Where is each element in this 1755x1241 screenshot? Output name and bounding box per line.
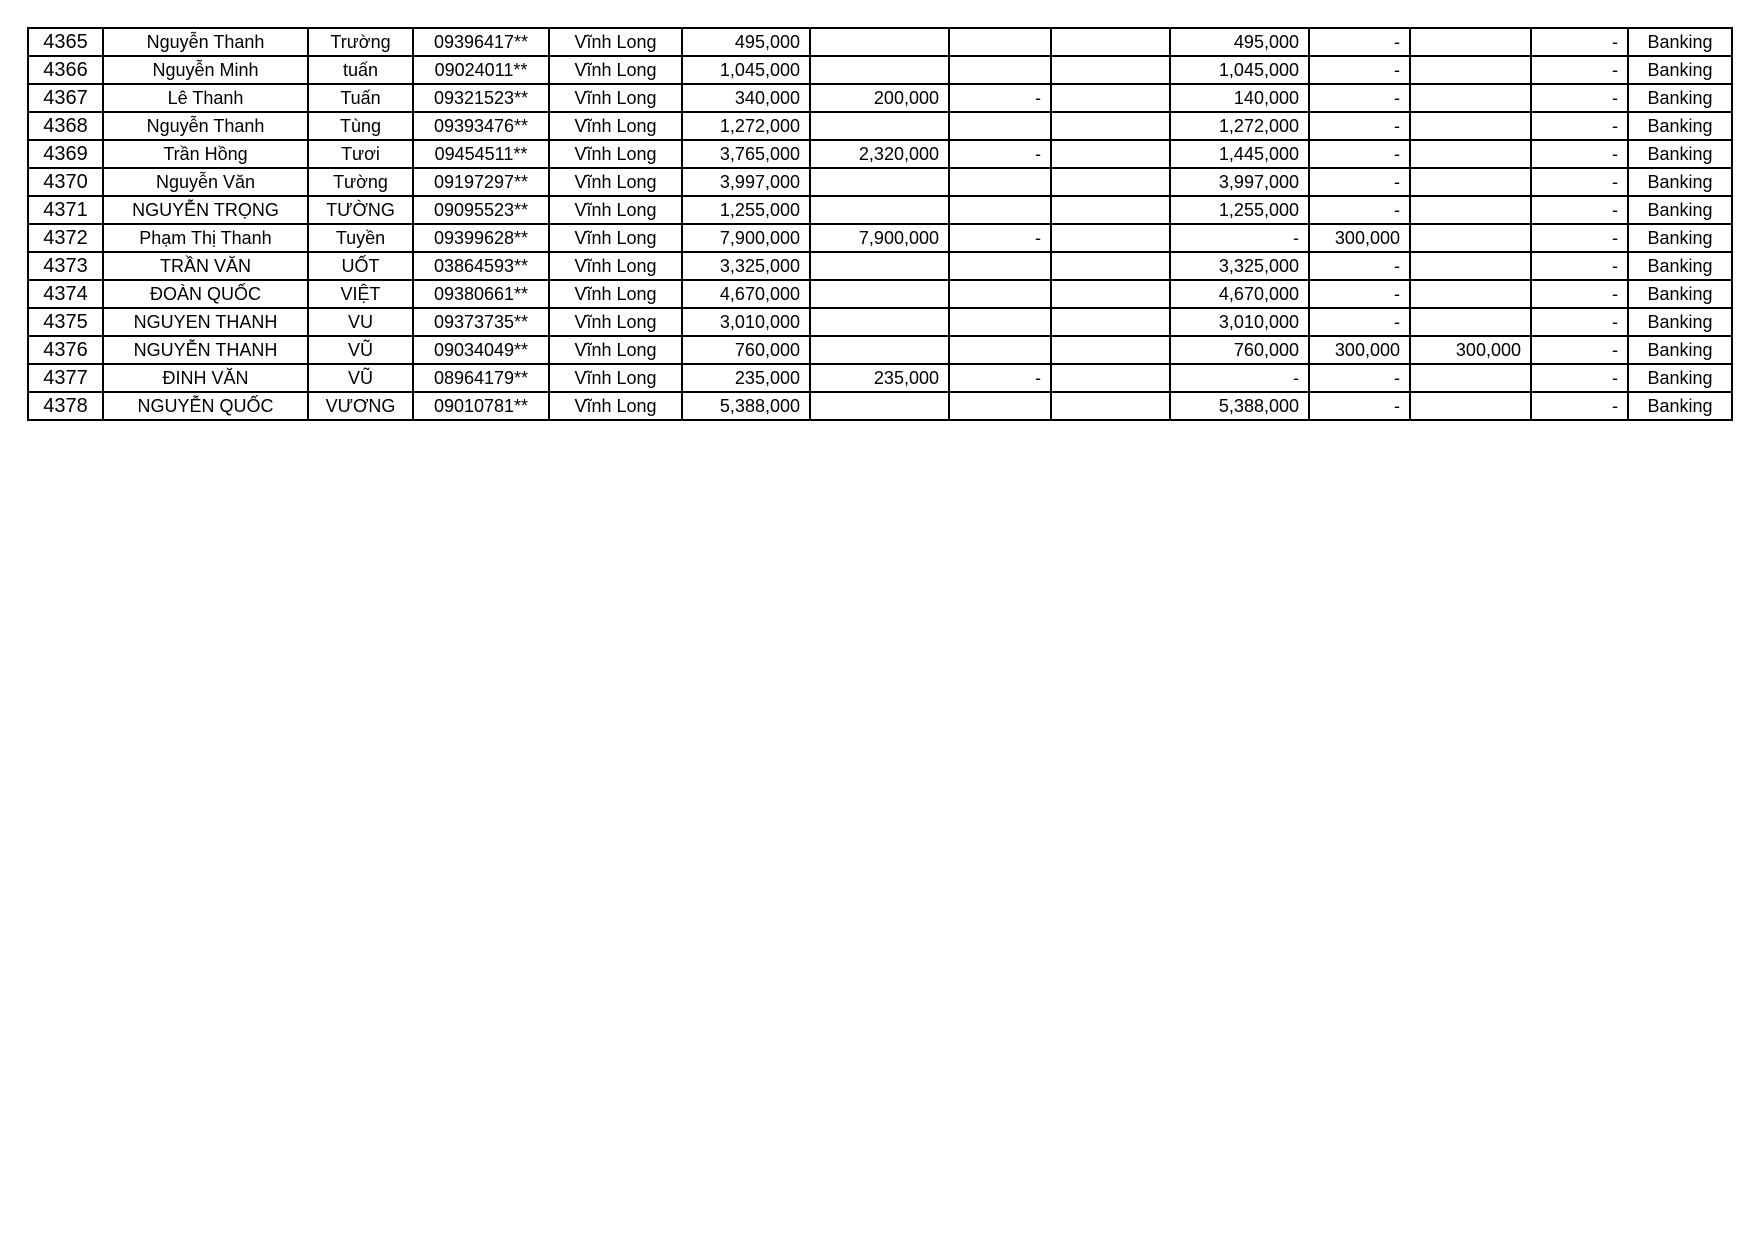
cell-last-name: NGUYỄN QUỐC — [103, 392, 308, 420]
cell-extra-1: - — [1309, 252, 1410, 280]
cell-paid — [810, 168, 949, 196]
cell-id: 4366 — [28, 56, 103, 84]
cell-extra-3: - — [1531, 308, 1628, 336]
cell-extra-3: - — [1531, 168, 1628, 196]
cell-extra-3: - — [1531, 56, 1628, 84]
cell-extra-1: 300,000 — [1309, 224, 1410, 252]
cell-province: Vĩnh Long — [549, 224, 682, 252]
cell-note — [1051, 196, 1170, 224]
cell-payment-method: Banking — [1628, 168, 1732, 196]
cell-id: 4365 — [28, 28, 103, 56]
cell-id: 4374 — [28, 280, 103, 308]
cell-extra-2 — [1410, 224, 1531, 252]
cell-extra-1: - — [1309, 168, 1410, 196]
cell-note — [1051, 392, 1170, 420]
cell-paid — [810, 112, 949, 140]
table-body — [28, 28, 1732, 420]
cell-last-name: ĐOÀN QUỐC — [103, 280, 308, 308]
cell-province: Vĩnh Long — [549, 336, 682, 364]
cell-paid: 7,900,000 — [810, 224, 949, 252]
table-row — [28, 56, 1732, 84]
cell-note — [1051, 28, 1170, 56]
cell-amount: 3,325,000 — [682, 252, 810, 280]
cell-payment-method: Banking — [1628, 196, 1732, 224]
cell-first-name: Trường — [308, 28, 413, 56]
cell-note — [1051, 168, 1170, 196]
cell-extra-3: - — [1531, 336, 1628, 364]
cell-extra-3: - — [1531, 84, 1628, 112]
table-row — [28, 28, 1732, 56]
data-table — [27, 27, 1733, 421]
cell-paid — [810, 28, 949, 56]
cell-id: 4367 — [28, 84, 103, 112]
cell-remaining: 3,325,000 — [1170, 252, 1309, 280]
cell-last-name: Nguyễn Thanh — [103, 112, 308, 140]
cell-amount: 7,900,000 — [682, 224, 810, 252]
cell-id: 4375 — [28, 308, 103, 336]
cell-extra-1: - — [1309, 56, 1410, 84]
cell-extra-3: - — [1531, 112, 1628, 140]
cell-paid-diff — [949, 56, 1051, 84]
cell-first-name: TƯỜNG — [308, 196, 413, 224]
cell-amount: 340,000 — [682, 84, 810, 112]
cell-amount: 495,000 — [682, 28, 810, 56]
cell-remaining: 1,045,000 — [1170, 56, 1309, 84]
cell-amount: 3,997,000 — [682, 168, 810, 196]
cell-phone: 09393476** — [413, 112, 549, 140]
cell-amount: 235,000 — [682, 364, 810, 392]
cell-last-name: Trần Hồng — [103, 140, 308, 168]
cell-payment-method: Banking — [1628, 224, 1732, 252]
cell-payment-method: Banking — [1628, 140, 1732, 168]
cell-paid: 235,000 — [810, 364, 949, 392]
cell-extra-2: 300,000 — [1410, 336, 1531, 364]
cell-extra-2 — [1410, 392, 1531, 420]
cell-id: 4371 — [28, 196, 103, 224]
cell-paid-diff — [949, 392, 1051, 420]
cell-province: Vĩnh Long — [549, 280, 682, 308]
cell-paid — [810, 196, 949, 224]
cell-phone: 09399628** — [413, 224, 549, 252]
cell-note — [1051, 84, 1170, 112]
cell-amount: 3,765,000 — [682, 140, 810, 168]
cell-paid: 200,000 — [810, 84, 949, 112]
cell-extra-1: - — [1309, 140, 1410, 168]
cell-phone: 09197297** — [413, 168, 549, 196]
cell-province: Vĩnh Long — [549, 28, 682, 56]
cell-remaining: 495,000 — [1170, 28, 1309, 56]
cell-extra-2 — [1410, 308, 1531, 336]
cell-remaining: 3,997,000 — [1170, 168, 1309, 196]
cell-last-name: NGUYEN THANH — [103, 308, 308, 336]
cell-extra-1: - — [1309, 392, 1410, 420]
cell-phone: 09010781** — [413, 392, 549, 420]
cell-paid-diff — [949, 28, 1051, 56]
cell-extra-1: - — [1309, 28, 1410, 56]
cell-last-name: Lê Thanh — [103, 84, 308, 112]
cell-first-name: Tuyền — [308, 224, 413, 252]
cell-remaining: - — [1170, 364, 1309, 392]
cell-paid-diff: - — [949, 140, 1051, 168]
cell-first-name: VŨ — [308, 336, 413, 364]
table-row — [28, 392, 1732, 420]
cell-extra-1: 300,000 — [1309, 336, 1410, 364]
cell-id: 4368 — [28, 112, 103, 140]
cell-province: Vĩnh Long — [549, 308, 682, 336]
cell-first-name: VIỆT — [308, 280, 413, 308]
cell-extra-2 — [1410, 196, 1531, 224]
cell-remaining: - — [1170, 224, 1309, 252]
cell-note — [1051, 364, 1170, 392]
cell-extra-1: - — [1309, 196, 1410, 224]
cell-amount: 5,388,000 — [682, 392, 810, 420]
cell-phone: 09373735** — [413, 308, 549, 336]
cell-payment-method: Banking — [1628, 112, 1732, 140]
cell-paid: 2,320,000 — [810, 140, 949, 168]
table-row — [28, 308, 1732, 336]
cell-last-name: NGUYỄN THANH — [103, 336, 308, 364]
cell-first-name: Tuấn — [308, 84, 413, 112]
cell-amount: 3,010,000 — [682, 308, 810, 336]
cell-province: Vĩnh Long — [549, 364, 682, 392]
cell-extra-3: - — [1531, 364, 1628, 392]
cell-phone: 09024011** — [413, 56, 549, 84]
cell-paid — [810, 56, 949, 84]
cell-phone: 08964179** — [413, 364, 549, 392]
cell-amount: 1,272,000 — [682, 112, 810, 140]
cell-id: 4376 — [28, 336, 103, 364]
cell-extra-1: - — [1309, 84, 1410, 112]
cell-amount: 4,670,000 — [682, 280, 810, 308]
cell-id: 4377 — [28, 364, 103, 392]
cell-first-name: VU — [308, 308, 413, 336]
cell-remaining: 3,010,000 — [1170, 308, 1309, 336]
cell-last-name: Nguyễn Văn — [103, 168, 308, 196]
cell-paid-diff — [949, 168, 1051, 196]
cell-paid-diff: - — [949, 364, 1051, 392]
cell-extra-2 — [1410, 140, 1531, 168]
cell-extra-1: - — [1309, 308, 1410, 336]
cell-paid — [810, 336, 949, 364]
cell-phone: 09454511** — [413, 140, 549, 168]
cell-payment-method: Banking — [1628, 56, 1732, 84]
cell-extra-2 — [1410, 252, 1531, 280]
cell-id: 4369 — [28, 140, 103, 168]
table-row — [28, 224, 1732, 252]
table-row — [28, 196, 1732, 224]
cell-province: Vĩnh Long — [549, 168, 682, 196]
cell-remaining: 4,670,000 — [1170, 280, 1309, 308]
cell-amount: 1,045,000 — [682, 56, 810, 84]
table-row — [28, 168, 1732, 196]
cell-paid-diff — [949, 252, 1051, 280]
cell-amount: 760,000 — [682, 336, 810, 364]
cell-first-name: tuấn — [308, 56, 413, 84]
cell-first-name: UỐT — [308, 252, 413, 280]
cell-extra-2 — [1410, 112, 1531, 140]
cell-extra-1: - — [1309, 280, 1410, 308]
cell-last-name: NGUYỄN TRỌNG — [103, 196, 308, 224]
table-row — [28, 280, 1732, 308]
cell-payment-method: Banking — [1628, 252, 1732, 280]
cell-note — [1051, 224, 1170, 252]
cell-extra-3: - — [1531, 280, 1628, 308]
table-row — [28, 336, 1732, 364]
cell-paid-diff: - — [949, 84, 1051, 112]
cell-note — [1051, 252, 1170, 280]
cell-province: Vĩnh Long — [549, 392, 682, 420]
table-row — [28, 252, 1732, 280]
cell-province: Vĩnh Long — [549, 140, 682, 168]
cell-remaining: 5,388,000 — [1170, 392, 1309, 420]
cell-extra-2 — [1410, 84, 1531, 112]
cell-first-name: Tường — [308, 168, 413, 196]
cell-payment-method: Banking — [1628, 28, 1732, 56]
cell-phone: 09095523** — [413, 196, 549, 224]
table-row — [28, 84, 1732, 112]
cell-last-name: Phạm Thị Thanh — [103, 224, 308, 252]
cell-extra-3: - — [1531, 196, 1628, 224]
cell-paid — [810, 308, 949, 336]
cell-last-name: Nguyễn Minh — [103, 56, 308, 84]
cell-id: 4373 — [28, 252, 103, 280]
cell-last-name: TRẦN VĂN — [103, 252, 308, 280]
cell-extra-3: - — [1531, 140, 1628, 168]
cell-extra-2 — [1410, 168, 1531, 196]
cell-first-name: Tươi — [308, 140, 413, 168]
cell-remaining: 1,445,000 — [1170, 140, 1309, 168]
spreadsheet-page — [27, 27, 1733, 421]
cell-id: 4372 — [28, 224, 103, 252]
cell-phone: 09396417** — [413, 28, 549, 56]
cell-remaining: 1,255,000 — [1170, 196, 1309, 224]
cell-note — [1051, 308, 1170, 336]
cell-payment-method: Banking — [1628, 308, 1732, 336]
cell-phone: 09034049** — [413, 336, 549, 364]
cell-note — [1051, 280, 1170, 308]
cell-payment-method: Banking — [1628, 280, 1732, 308]
cell-phone: 09380661** — [413, 280, 549, 308]
cell-province: Vĩnh Long — [549, 196, 682, 224]
cell-id: 4378 — [28, 392, 103, 420]
cell-paid-diff — [949, 336, 1051, 364]
table-row — [28, 112, 1732, 140]
cell-extra-2 — [1410, 56, 1531, 84]
cell-paid-diff — [949, 308, 1051, 336]
cell-note — [1051, 56, 1170, 84]
cell-phone: 09321523** — [413, 84, 549, 112]
cell-payment-method: Banking — [1628, 336, 1732, 364]
cell-payment-method: Banking — [1628, 364, 1732, 392]
cell-paid-diff — [949, 196, 1051, 224]
cell-first-name: VŨ — [308, 364, 413, 392]
cell-paid — [810, 392, 949, 420]
cell-note — [1051, 112, 1170, 140]
cell-amount: 1,255,000 — [682, 196, 810, 224]
table-row — [28, 140, 1732, 168]
cell-province: Vĩnh Long — [549, 56, 682, 84]
cell-paid-diff: - — [949, 224, 1051, 252]
cell-first-name: VƯƠNG — [308, 392, 413, 420]
cell-paid — [810, 252, 949, 280]
cell-last-name: ĐINH VĂN — [103, 364, 308, 392]
cell-paid-diff — [949, 112, 1051, 140]
cell-extra-1: - — [1309, 112, 1410, 140]
cell-remaining: 760,000 — [1170, 336, 1309, 364]
cell-extra-3: - — [1531, 224, 1628, 252]
cell-paid-diff — [949, 280, 1051, 308]
cell-payment-method: Banking — [1628, 392, 1732, 420]
cell-extra-3: - — [1531, 28, 1628, 56]
cell-note — [1051, 140, 1170, 168]
cell-province: Vĩnh Long — [549, 112, 682, 140]
cell-first-name: Tùng — [308, 112, 413, 140]
cell-province: Vĩnh Long — [549, 84, 682, 112]
cell-extra-3: - — [1531, 252, 1628, 280]
table-row — [28, 364, 1732, 392]
cell-province: Vĩnh Long — [549, 252, 682, 280]
cell-phone: 03864593** — [413, 252, 549, 280]
cell-extra-2 — [1410, 28, 1531, 56]
cell-payment-method: Banking — [1628, 84, 1732, 112]
cell-paid — [810, 280, 949, 308]
cell-extra-2 — [1410, 280, 1531, 308]
cell-last-name: Nguyễn Thanh — [103, 28, 308, 56]
cell-extra-2 — [1410, 364, 1531, 392]
cell-id: 4370 — [28, 168, 103, 196]
cell-note — [1051, 336, 1170, 364]
cell-remaining: 140,000 — [1170, 84, 1309, 112]
cell-extra-3: - — [1531, 392, 1628, 420]
cell-extra-1: - — [1309, 364, 1410, 392]
cell-remaining: 1,272,000 — [1170, 112, 1309, 140]
